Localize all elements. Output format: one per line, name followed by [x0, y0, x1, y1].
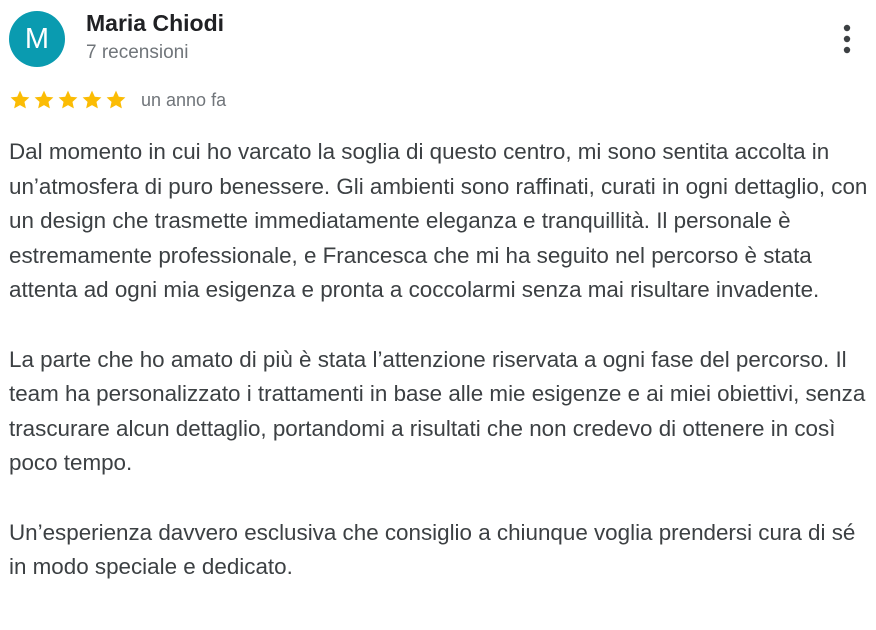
star-icon	[9, 89, 31, 111]
review-date: un anno fa	[141, 89, 227, 110]
star-icon	[33, 89, 55, 111]
star-icon	[57, 89, 79, 111]
rating-row	[9, 86, 226, 114]
star-icon	[105, 89, 127, 111]
review-text	[9, 135, 871, 585]
more-options-button[interactable]	[830, 20, 864, 58]
review-paragraph: Un’esperienza davvero esclusiva che consiglio a chiunque voglia prendersi cura di sé in modo speciale e dedicato.	[9, 519, 856, 580]
review-count[interactable]: 7 recensioni	[86, 42, 189, 63]
more-vert-icon	[843, 24, 851, 54]
author-name[interactable]: Maria Chiodi	[86, 10, 225, 36]
star-rating	[9, 89, 127, 111]
avatar[interactable]	[9, 11, 65, 67]
review-paragraph: Dal momento in cui ho varcato la soglia di questo centro, mi sono sentita accolta in un’atmosfera di puro benessere. Gli ambienti sono raffinati, curati in ogni dettaglio, con un design che trasmette immediatamente eleganza e tranquillità. Il personale è estremamente professionale, e Francesca che mi ha seguito nel percorso è stata attenta ad ogni mia esigenza e pronta a coccolarmi senza mai risultare invadente.	[9, 139, 868, 303]
review-paragraph: La parte che ho amato di più è stata l’attenzione riservata a ogni fase del percorso. Il team ha personalizzato i trattamenti in base alle mie esigenze e ai miei obiettivi, senza trascurare alcun dettaglio, portandomi a risultati che non credevo di ottenere in così poco tempo.	[9, 346, 866, 476]
star-icon	[81, 89, 103, 111]
avatar-initial: M	[24, 22, 50, 55]
